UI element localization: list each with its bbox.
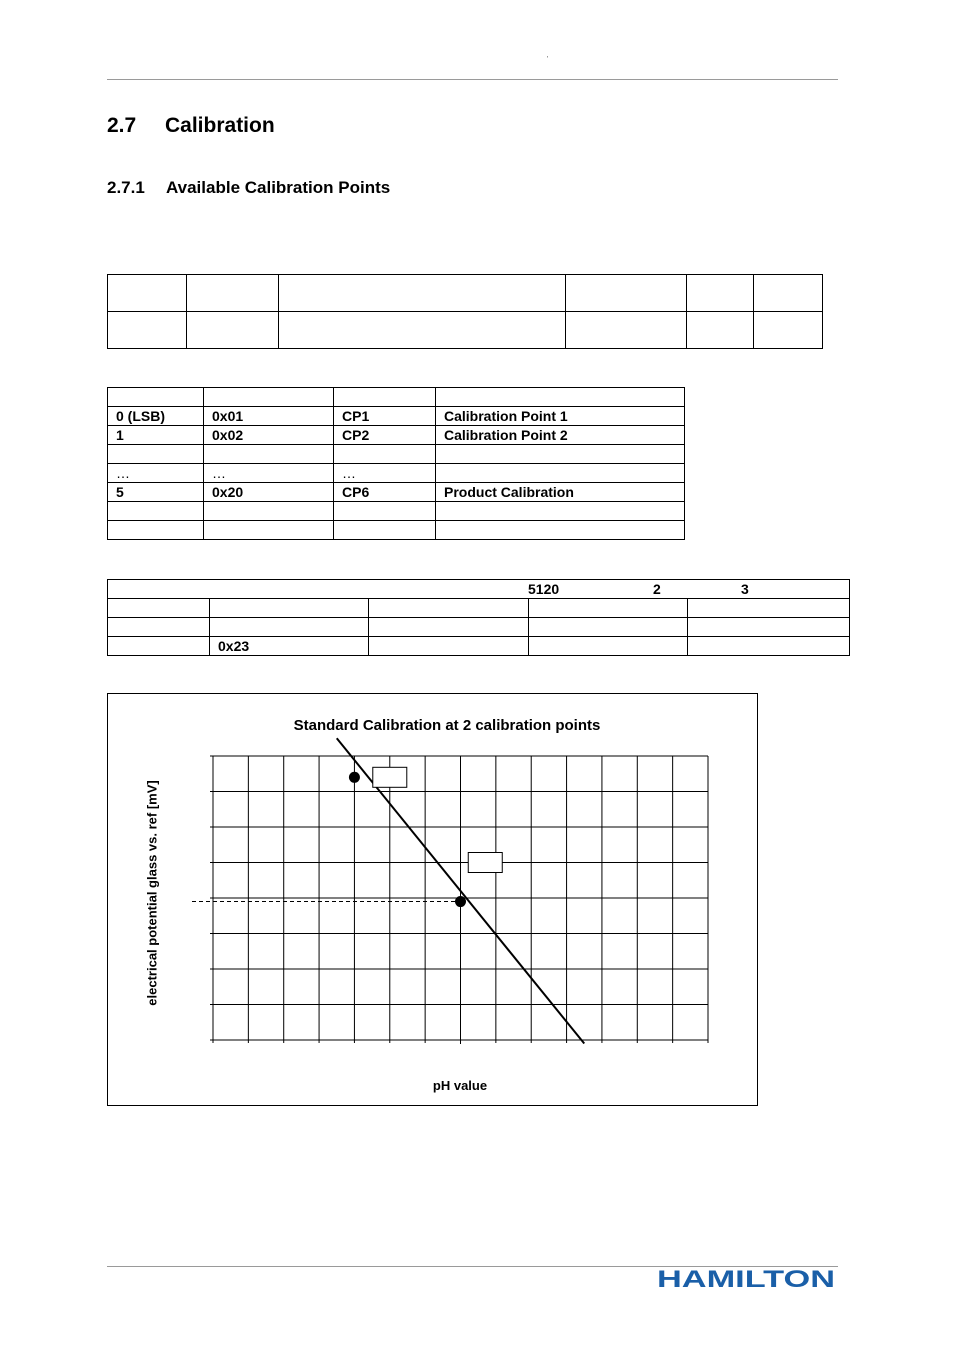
header-value-1: 5120 [528,581,560,597]
chart-title: Standard Calibration at 2 calibration points [293,717,601,734]
hamilton-logo [655,1262,840,1294]
cell-value: … [204,464,334,483]
cell-description: Product Calibration [436,483,685,502]
cell-name: CP2 [334,426,436,445]
header-value-3: 3 [741,581,749,597]
annotation-box [468,853,502,873]
chart-x-label: pH value [432,1078,488,1093]
cell-name: CP1 [334,407,436,426]
cell-bit: … [108,464,204,483]
section-title: Calibration [165,114,275,137]
cell-bit: 0 (LSB) [108,407,204,426]
section-number: 2.7 [107,114,137,137]
cell-value: 0x01 [204,407,334,426]
header-mark: ' [547,56,549,63]
cell-name: … [334,464,436,483]
subsection-number: 2.7.1 [107,178,145,197]
value-cell: 0x23 [210,637,369,656]
annotation-box [373,767,407,787]
cell-description: Calibration Point 1 [436,407,685,426]
calibration-point [349,772,360,783]
cell-value: 0x02 [204,426,334,445]
cell-value: 0x20 [204,483,334,502]
chart-marks [192,738,584,1044]
cell-description: Calibration Point 2 [436,426,685,445]
chart-y-label: electrical potential glass vs. ref [mV] [144,780,160,1006]
calibration-point [455,896,466,907]
header-value-2: 2 [653,581,661,597]
subsection-title: Available Calibration Points [166,178,391,197]
logo-wordmark: HAMILTON [657,1266,835,1293]
cell-bit: 1 [108,426,204,445]
cell-bit: 5 [108,483,204,502]
cell-name: CP6 [334,483,436,502]
